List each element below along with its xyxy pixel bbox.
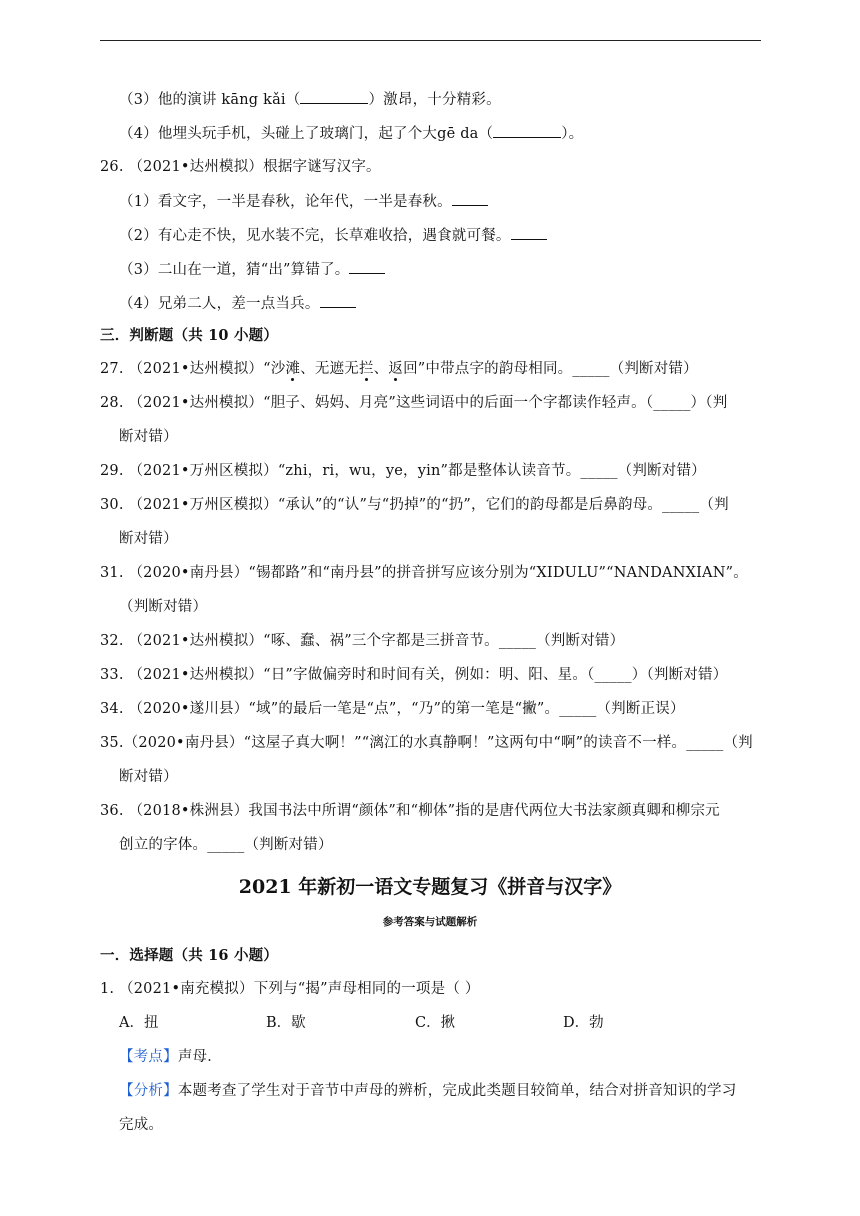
header-rule	[100, 40, 761, 41]
question-27	[100, 359, 698, 379]
question-28: 28. （2021•达州模拟）“胆子、妈妈、月亮”这些词语中的后面一个字都读作轻声。（_____）（判	[100, 395, 728, 411]
q27-text: 27. （2021•达州模拟）“沙	[100, 361, 286, 377]
q27-text: 、	[373, 361, 389, 377]
kaodian-text: 声母．	[177, 1049, 222, 1065]
question-35-cont: 断对错）	[119, 769, 178, 785]
option-b: B．歇	[266, 1015, 306, 1031]
q25-item-4-tail: ）。	[561, 126, 584, 142]
q27-text: 、无遮无	[300, 361, 359, 377]
q26-item-2-text: （2）有心走不快，见水装不完，长草难收拾，遇食就可餐。	[119, 228, 511, 244]
question-30-cont: 断对错）	[119, 531, 178, 547]
question-1: 1. （2021•南充模拟）下列与“揭”声母相同的一项是（ ）	[100, 981, 480, 997]
answer-blank[interactable]	[300, 89, 368, 104]
answers-title: 2021 年新初一语文专题复习《拼音与汉字》	[238, 876, 622, 898]
question-33: 33. （2021•达州模拟）“日”字做偏旁时和时间有关，例如：明、阳、星。（_____）（判断对错）	[100, 667, 728, 683]
fenxi-text: 本题考查了学生对于音节中声母的辨析，完成此类题目较简单，结合对拼音知识的学习	[177, 1083, 737, 1099]
q27-text: 回”中带点字的韵母相同。	[403, 361, 573, 377]
q27-tail: （判断对错）	[609, 361, 698, 377]
dotted-char: 拦	[358, 361, 374, 377]
question-35: 35.（2020•南丹县）“这屋子真大啊！”“漓江的水真静啊！”这两句中“啊”的读音不一样。_____（判	[100, 735, 753, 751]
question-31: 31. （2020•南丹县）“锡都路”和“南丹县”的拼音拼写应该分别为“XIDULU”“NANDANXIAN”。	[100, 565, 748, 581]
answers-subtitle: 参考答案与试题解析	[382, 916, 478, 928]
q25-item-3-tail: ）激昂，十分精彩。	[368, 92, 501, 108]
answer-blank[interactable]	[349, 259, 385, 274]
q26-item-3-text: （3）二山在一道，猜“出”算错了。	[119, 262, 350, 278]
kaodian-line	[119, 1047, 222, 1067]
kaodian-tag: 【考点】	[119, 1049, 178, 1065]
answer-blank[interactable]: _____	[572, 361, 610, 377]
q26-item-4	[119, 293, 356, 314]
option-d: D．勃	[563, 1015, 604, 1031]
q26-stem: 26. （2021•达州模拟）根据字谜写汉字。	[100, 159, 381, 175]
fenxi-tag: 【分析】	[119, 1083, 178, 1099]
question-31-cont: （判断对错）	[119, 599, 208, 615]
section-heading-judgement: 三．判断题（共 10 小题）	[100, 327, 279, 344]
q25-item-4	[119, 123, 583, 144]
question-34: 34. （2020•遂川县）“域”的最后一笔是“点”，“乃”的第一笔是“撇”。_____（判断正误）	[100, 701, 685, 717]
option-c: C．揪	[415, 1015, 456, 1031]
question-30: 30. （2021•万州区模拟）“承认”的“认”与“扔掉”的“扔”，它们的韵母都是后鼻韵母。_____（判	[100, 497, 729, 513]
q25-item-3	[119, 89, 501, 110]
fenxi-cont: 完成。	[119, 1117, 164, 1133]
dotted-char: 滩	[285, 361, 301, 377]
answer-blank[interactable]	[511, 225, 547, 240]
q26-item-1	[119, 191, 488, 212]
fenxi-line	[119, 1081, 736, 1101]
answer-blank[interactable]	[493, 123, 561, 138]
question-36-cont: 创立的字体。_____（判断对错）	[119, 837, 333, 853]
q26-item-1-text: （1）看文字，一半是春秋，论年代，一半是春秋。	[119, 194, 452, 210]
question-28-cont: 断对错）	[119, 429, 178, 445]
q26-item-2	[119, 225, 547, 246]
question-29: 29. （2021•万州区模拟）“zhi，ri，wu，ye，yin”都是整体认读音节。_____（判断对错）	[100, 463, 706, 479]
question-36: 36. （2018•株洲县）我国书法中所谓“颜体”和“柳体”指的是唐代两位大书法家颜真卿和柳宗元	[100, 803, 720, 819]
dotted-char: 返	[388, 361, 404, 377]
section-heading-choice: 一．选择题（共 16 小题）	[100, 947, 279, 964]
answer-blank[interactable]	[452, 191, 488, 206]
option-a: A．扭	[119, 1015, 159, 1031]
question-32: 32. （2021•达州模拟）“啄、蠢、祸”三个字都是三拼音节。_____（判断对错）	[100, 633, 625, 649]
q26-item-3	[119, 259, 385, 280]
q25-item-3-text: （3）他的演讲 kāng kǎi（	[119, 92, 301, 108]
q26-item-4-text: （4）兄弟二人，差一点当兵。	[119, 296, 320, 312]
answer-blank[interactable]	[320, 293, 356, 308]
q25-item-4-text: （4）他埋头玩手机，头碰上了玻璃门，起了个大gē da（	[119, 126, 494, 142]
